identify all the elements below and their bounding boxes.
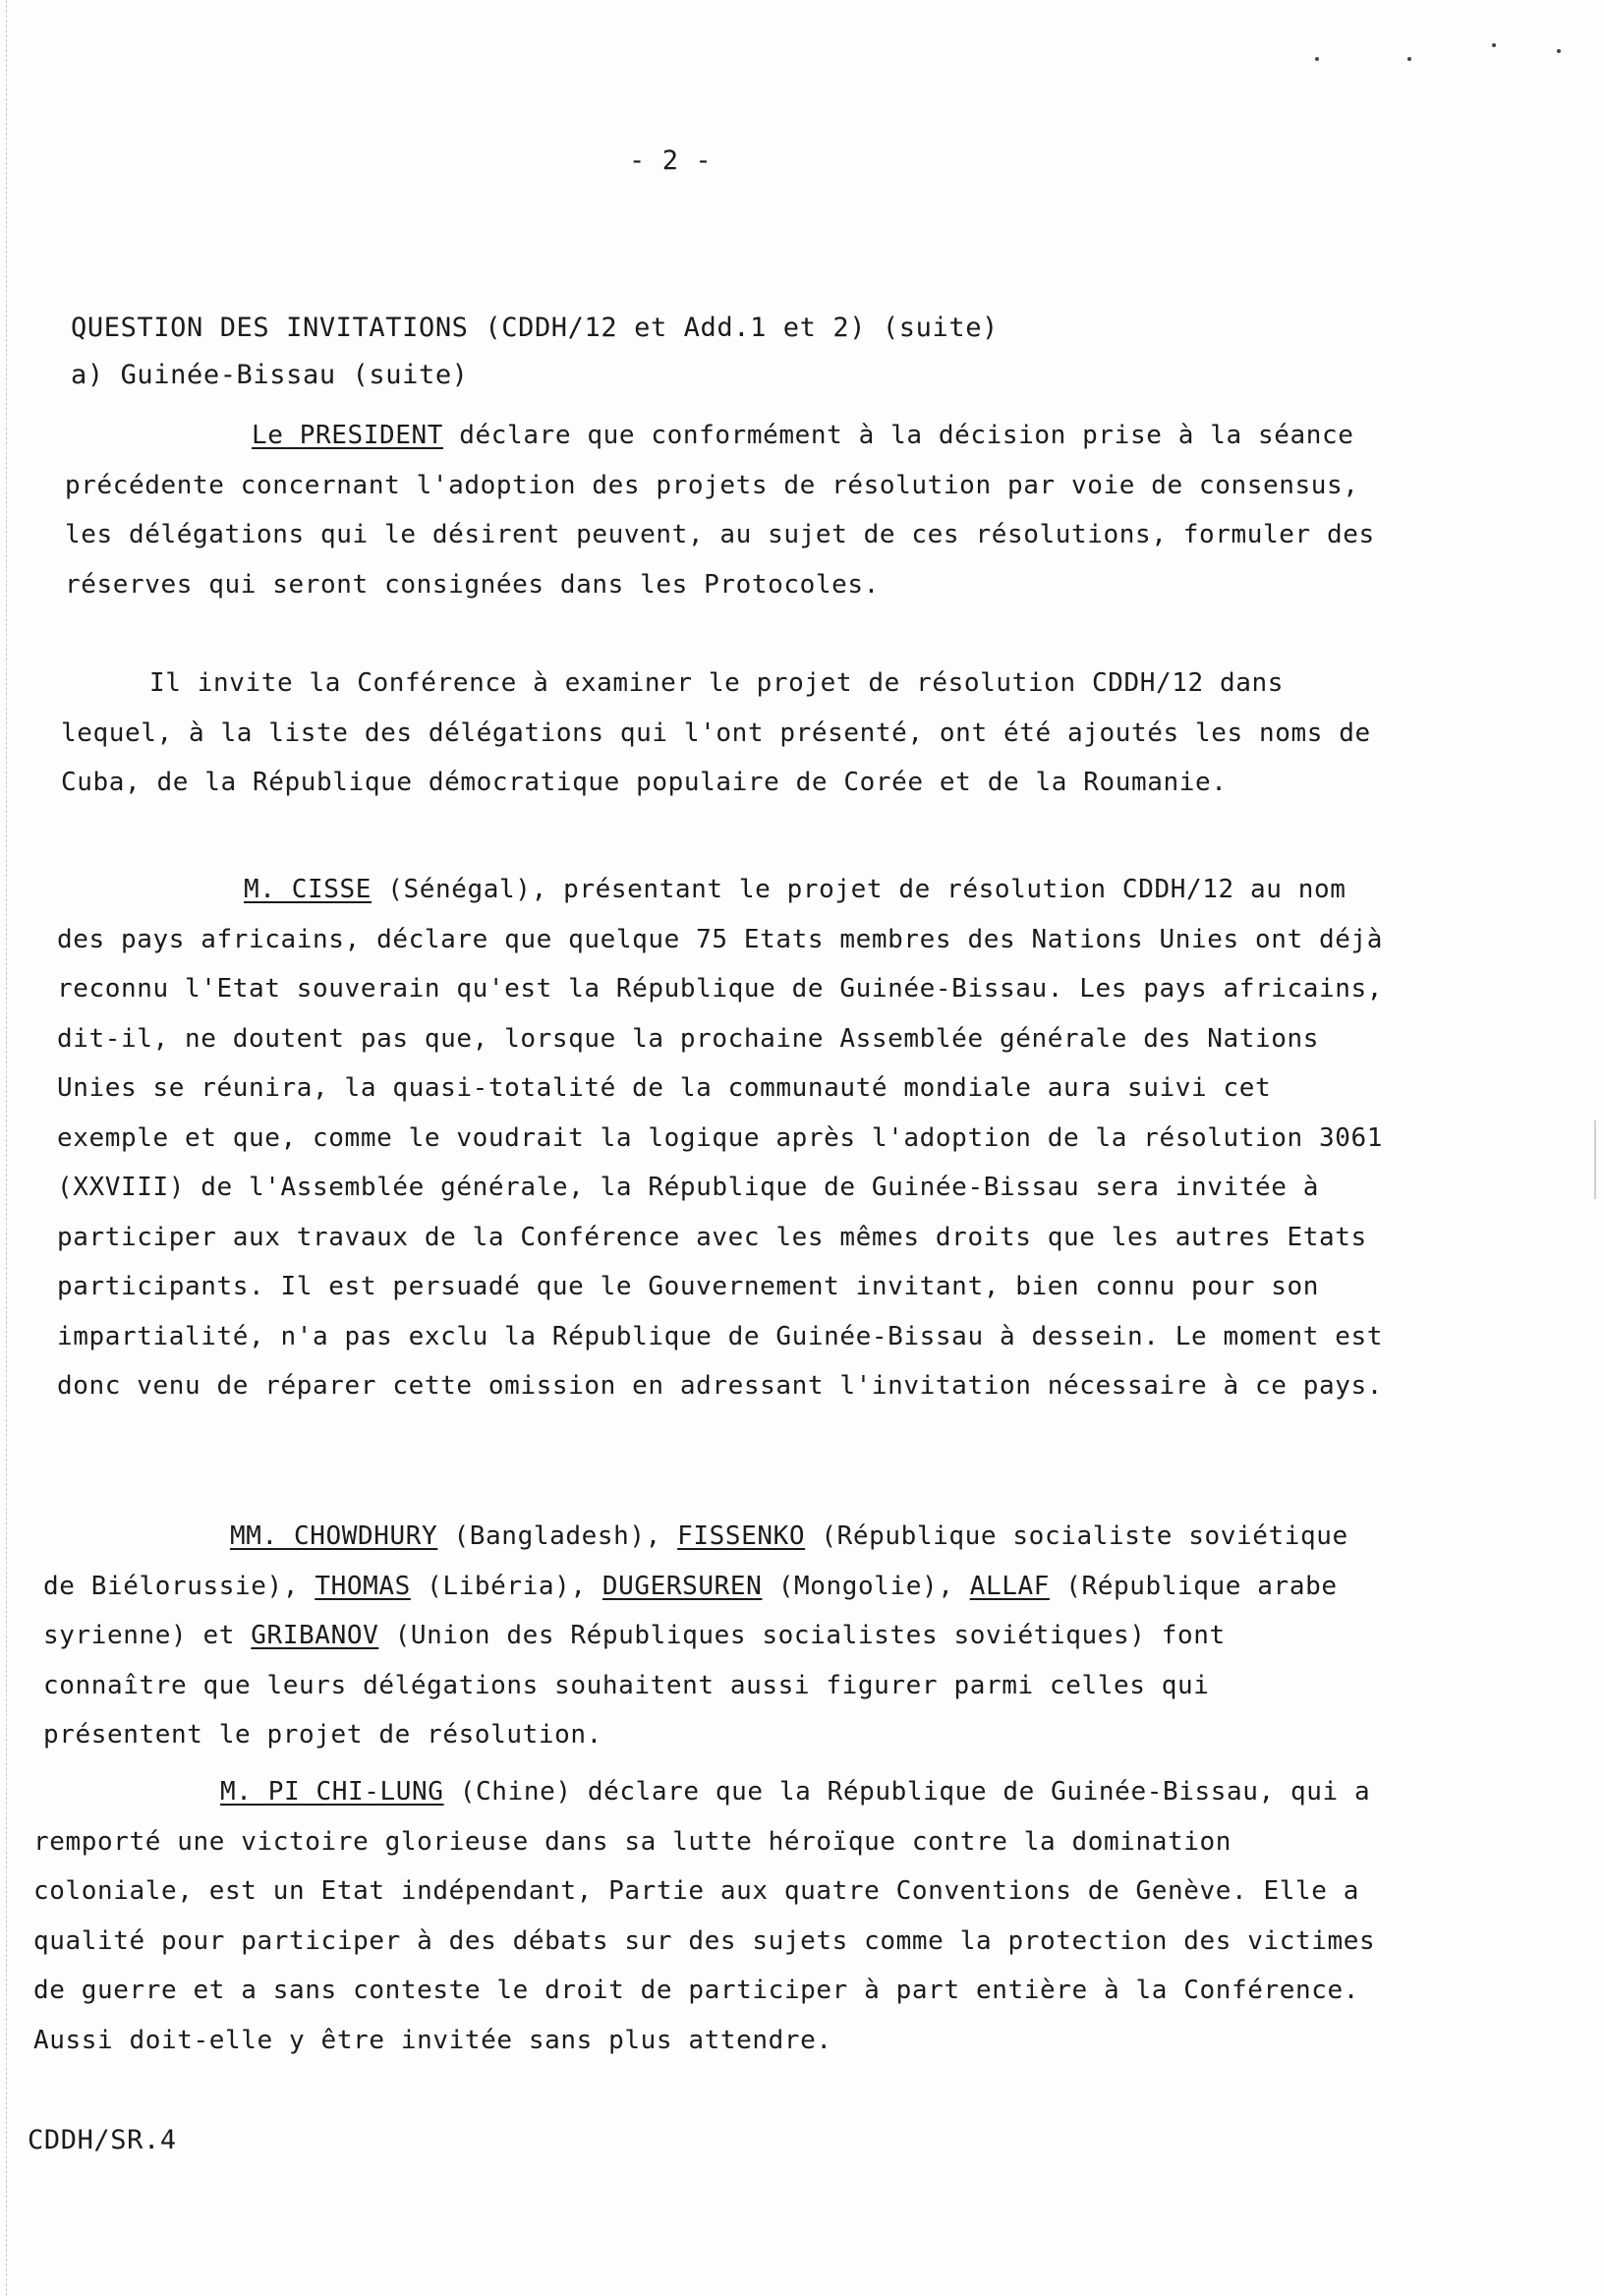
paragraph-president xyxy=(65,411,1402,609)
section-title: QUESTION DES INVITATIONS (CDDH/12 et Add.1 et 2) (suite) xyxy=(71,313,999,343)
speaker-name: M. PI CHI-LUNG xyxy=(220,1777,444,1807)
paragraph-text: (Bangladesh), xyxy=(437,1521,678,1551)
paragraph-text: (République arabe syrienne) et xyxy=(43,1571,1338,1650)
speaker-name: ALLAF xyxy=(969,1571,1051,1601)
paragraph-co-sponsors xyxy=(43,1512,1380,1760)
speaker-name: Le PRESIDENT xyxy=(252,421,444,450)
paragraph-text: déclare que conformément à la décision prise à la séance précédente concernant l'adoption des projets de résolution par voie de consensus, les délégations qui le désirent peuvent, au sujet de ces résolutions, formuler des réserves qui seront consignées dans les Protocoles. xyxy=(65,421,1375,600)
paragraph-text: (Sénégal), présentant le projet de résolution CDDH/12 au nom des pays africains, déclare que quelque 75 Etats membres des Nations Unies ont déjà reconnu l'Etat souverain qu'est la République de Guinée-Bissau. Les pays africains, dit-il, ne doutent pas que, lorsque la prochaine Assemblée générale des Nations Unies se réunira, la quasi-totalité de la communauté mondiale aura suivi cet exemple et que, comme le voudrait la logique après l'adoption de la résolution 3061 (XXVIII) de l'Assemblée générale, la République de Guinée-Bissau sera invitée à participer aux travaux de la Conférence avec les mêmes droits que les autres Etats participants. Il est persuadé que le Gouvernement invitant, bien connu pour son impartialité, n'a pas exclu la République de Guinée-Bissau à dessein. Le moment est donc venu de réparer cette omission en adressant l'invitation nécessaire à ce pays. xyxy=(57,875,1384,1401)
paragraph-text: (Union des Républiques socialistes soviétiques) font connaître que leurs délégations souhaitent aussi figurer parmi celles qui présentent le projet de résolution. xyxy=(43,1621,1226,1750)
document-reference: CDDH/SR.4 xyxy=(28,2125,177,2155)
scan-edge xyxy=(6,0,7,2296)
paragraph-invitation xyxy=(61,659,1398,808)
paragraph-text: (Libéria), xyxy=(410,1571,602,1601)
paragraph-text: (Mongolie), xyxy=(762,1571,970,1601)
speaker-name: MM. CHOWDHURY xyxy=(230,1521,438,1551)
scan-speck xyxy=(1492,43,1496,47)
speaker-name: FISSENKO xyxy=(677,1521,806,1551)
section-subtitle: a) Guinée-Bissau (suite) xyxy=(71,360,469,390)
scan-speck xyxy=(1557,49,1561,53)
speaker-name: M. CISSE xyxy=(244,875,372,904)
paragraph-cisse xyxy=(57,865,1394,1411)
paragraph-text: (République socialiste soviétique de Biélorussie), xyxy=(43,1521,1348,1601)
speaker-name: DUGERSUREN xyxy=(602,1571,763,1601)
paragraph-text: Il invite la Conférence à examiner le projet de résolution CDDH/12 dans lequel, à la liste des délégations qui l'ont présenté, ont été ajoutés les noms de Cuba, de la République démocratique populaire de Corée et de la Roumanie. xyxy=(61,668,1371,797)
paragraph-text: (Chine) déclare que la République de Guinée-Bissau, qui a remporté une victoire glorieuse dans sa lutte héroïque contre la domination coloniale, est un Etat indépendant, Partie aux quatre Conventions de Genève. Elle a qualité pour participer à des débats sur des sujets comme la protection des victimes de guerre et a sans conteste le droit de participer à part entière à la Conférence. Aussi doit-elle y être invitée sans plus attendre. xyxy=(33,1777,1376,2055)
speaker-name: THOMAS xyxy=(315,1571,411,1601)
speaker-name: GRIBANOV xyxy=(251,1621,379,1650)
scan-edge-mark xyxy=(1594,1120,1596,1199)
page-number: - 2 - xyxy=(629,145,713,176)
scan-speck xyxy=(1315,57,1319,61)
scan-speck xyxy=(1407,57,1411,61)
paragraph-pi-chi-lung xyxy=(33,1767,1400,2065)
